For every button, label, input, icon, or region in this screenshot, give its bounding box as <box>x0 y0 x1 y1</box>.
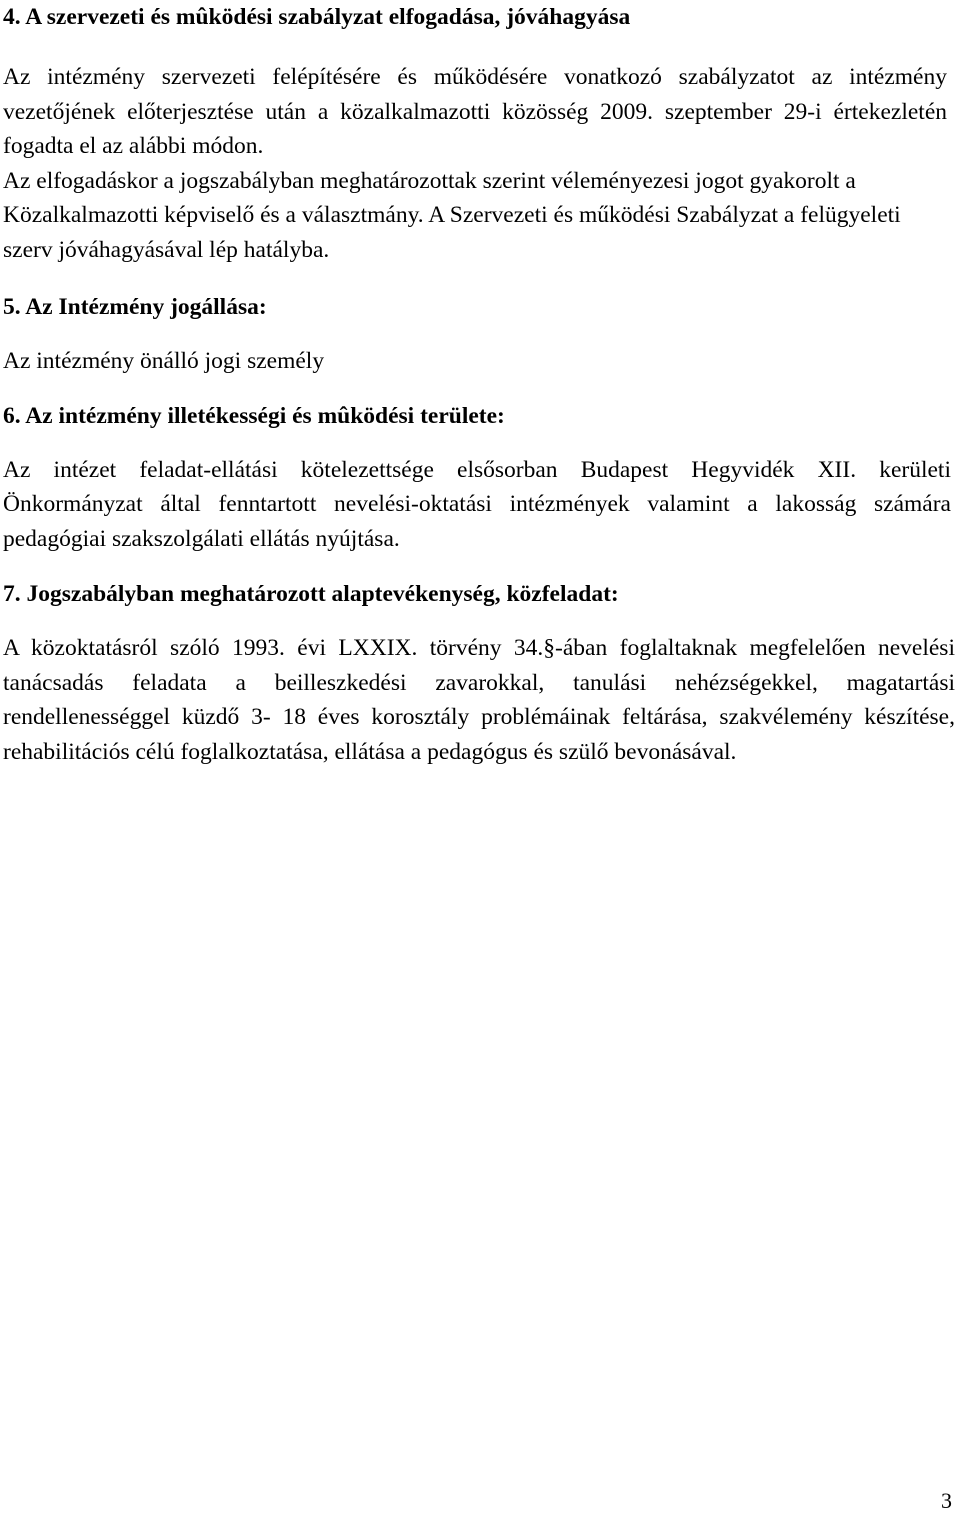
section-7-paragraph-1: A közoktatásról szóló 1993. évi LXXIX. törvény 34.§-ában foglaltaknak megfelelően nevelési tanácsadás feladata a beilleszkedési zavarokkal, tanulási nehézségekkel, magatartási rendellenességgel küzdő 3- 18 éves korosztály problémáinak feltárása, szakvélemény készítése, rehabilitációs célú foglalkoztatása, ellátása a pedagógus és szülő bevonásával. <box>3 635 955 765</box>
section-6-paragraph-1: Az intézet feladat-ellátási kötelezettsége elsősorban Budapest Hegyvidék XII. kerületi Önkormányzat által fenntartott nevelési-oktatási intézmények valamint a lakosság számára pedagógiai szakszolgálati ellátás nyújtása. <box>3 456 951 552</box>
section-4-heading: 4. A szervezeti és mûködési szabályzat elfogadása, jóváhagyása <box>3 4 631 30</box>
section-5-heading: 5. Az Intézmény jogállása: <box>3 294 267 320</box>
document-body <box>3 0 955 769</box>
section-4-paragraph-2: Az elfogadáskor a jogszabályban meghatározottak szerint véleményezesi jogot gyakorolt a Közalkalmazotti képviselő és a választmány. A Szervezeti és működési Szabályzat a felügyeleti szerv jóváhagyásával lép hatályba. <box>3 167 901 263</box>
section-4-paragraph-1: Az intézmény szervezeti felépítésére és működésére vonatkozó szabályzatot az intézmény vezetőjének előterjesztése után a közalkalmazotti közösség 2009. szeptember 29-i értekezletén fogadta el az alábbi módon. <box>3 64 947 159</box>
page-number: 3 <box>941 1488 952 1513</box>
section-7-heading: 7. Jogszabályban meghatározott alaptevékenység, közfeladat: <box>3 581 619 607</box>
section-5-paragraph-1: Az intézmény önálló jogi személy <box>3 348 325 374</box>
section-6-heading: 6. Az intézmény illetékességi és mûködési területe: <box>3 402 505 429</box>
